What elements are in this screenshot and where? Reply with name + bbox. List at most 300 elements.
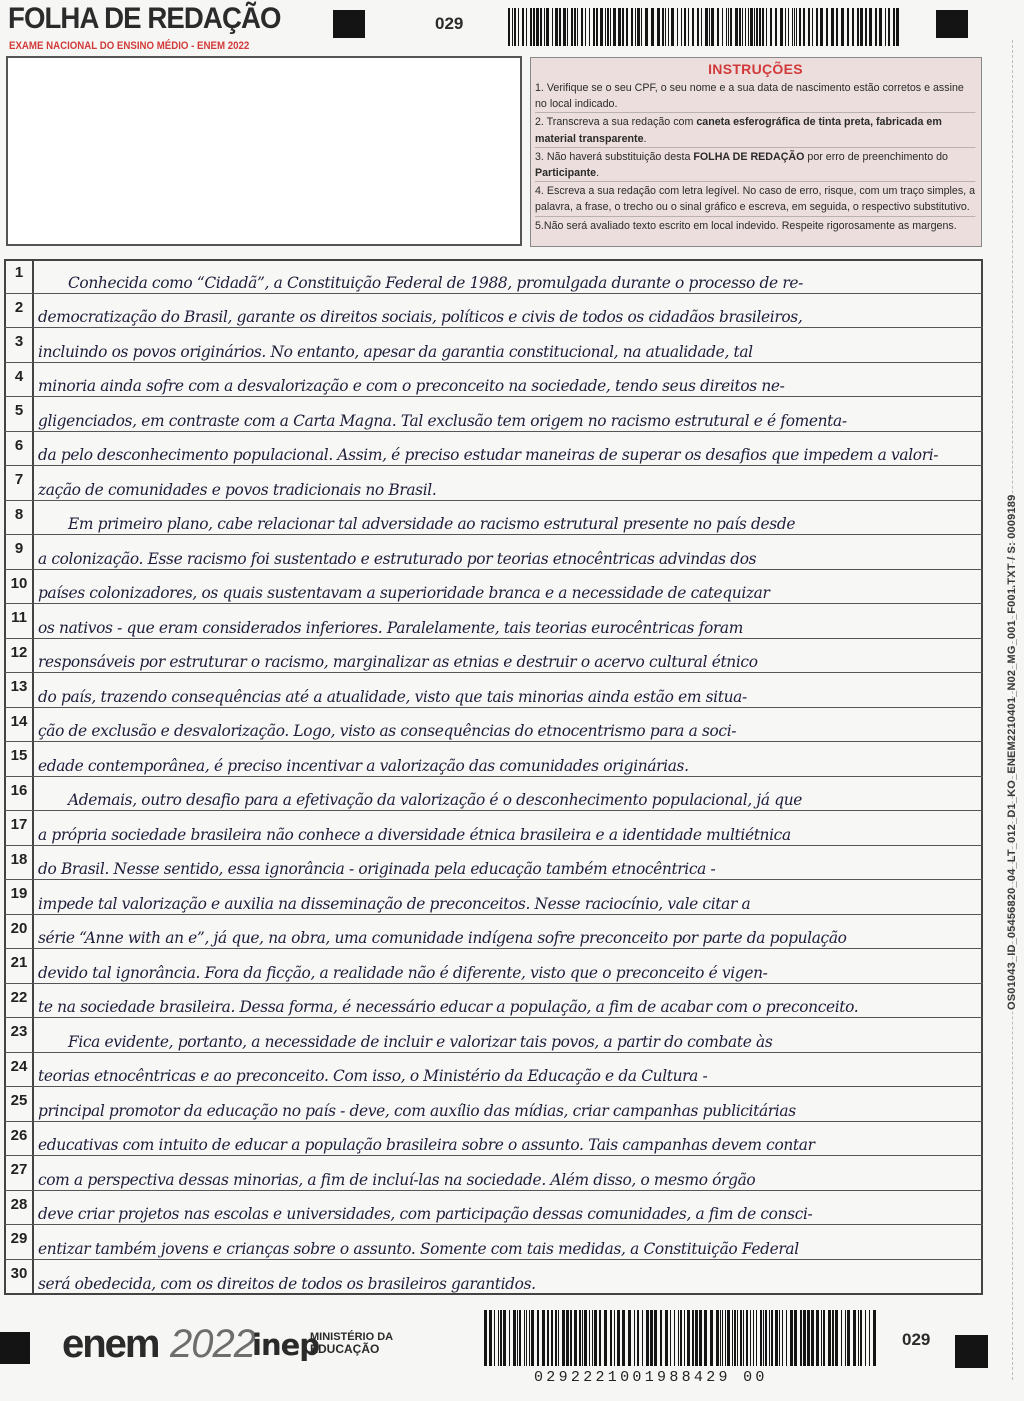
essay-line	[4, 328, 983, 363]
line-number: 10	[10, 574, 28, 592]
handwritten-line-text: Ademais, outro desafio para a efetivação da valorização é o desconhecimento populacional, já que	[68, 791, 803, 809]
line-number: 26	[10, 1126, 28, 1144]
barcode-bar	[509, 1310, 510, 1366]
sheet-number-bottom: 029	[902, 1330, 931, 1349]
barcode-bar	[873, 1310, 876, 1366]
sheet-title: FOLHA DE REDAÇÃO	[8, 2, 281, 35]
barcode-bar	[500, 1310, 502, 1366]
handwritten-line-text: gligenciados, em contraste com a Carta Magna. Tal exclusão tem origem no racismo estrutural e é fomenta-	[38, 411, 847, 430]
barcode-bar	[512, 8, 513, 46]
barcode-bar	[769, 1310, 770, 1366]
barcode-bar	[727, 1310, 730, 1366]
barcode-bar	[684, 8, 686, 46]
handwritten-line-text: devido tal ignorância. Fora da ficção, a realidade não é diferente, visto que o preconceito é vigen-	[38, 963, 768, 982]
instruction-item	[535, 112, 976, 146]
line-number: 23	[10, 1023, 28, 1040]
sheet-number-top: 029	[435, 14, 464, 33]
barcode-bar	[737, 1310, 738, 1366]
essay-line	[4, 570, 983, 605]
handwritten-line-text: série “Anne with an e”, já que, na obra, uma comunidade indígena sofre preconceito por parte da população	[38, 929, 847, 947]
barcode-bar	[574, 1310, 577, 1366]
barcode-bar	[704, 1310, 707, 1366]
handwritten-line-text: responsáveis por estruturar o racismo, marginalizar as etnias e destruir o acervo cultural étnico	[38, 653, 758, 671]
barcode-bar	[489, 1310, 492, 1366]
barcode-bar	[596, 8, 598, 46]
handwritten-line-text: teorias etnocêntricas e ao preconceito. Com isso, o Ministério da Educação e da Cultura -	[38, 1067, 708, 1085]
barcode-bar	[885, 8, 886, 46]
barcode-bar	[792, 8, 793, 46]
line-number: 12	[10, 643, 28, 661]
exam-subtitle: EXAME NACIONAL DO ENSINO MÉDIO - ENEM 2022	[9, 40, 250, 52]
line-number: 1	[14, 264, 24, 281]
instruction-bold-text: FOLHA DE REDAÇÃO	[693, 150, 805, 163]
barcode-bar	[562, 1310, 565, 1366]
barcode-bar	[665, 8, 666, 46]
essay-line	[4, 1018, 983, 1053]
essay-line	[4, 466, 983, 501]
barcode-bar	[760, 1310, 762, 1366]
timing-mark-top-left	[333, 10, 365, 38]
barcode-bar	[766, 8, 767, 46]
barcode-bar	[687, 1310, 690, 1366]
essay-line	[4, 259, 983, 294]
barcode-bar	[618, 8, 621, 46]
essay-line	[4, 915, 983, 950]
barcode-bar	[635, 8, 636, 46]
barcode-bar	[526, 8, 527, 46]
barcode-bar	[613, 8, 616, 46]
barcode-bar	[785, 8, 786, 46]
barcode-bar	[631, 8, 633, 46]
handwritten-line-text: entizar também jovens e crianças sobre o assunto. Somente com tais medidas, a Constituição Federal	[38, 1239, 799, 1258]
barcode-bar	[614, 1310, 615, 1366]
barcode-bar	[697, 8, 699, 46]
essay-line	[4, 846, 983, 881]
line-number: 8	[14, 505, 24, 523]
barcode-bar	[857, 8, 859, 46]
barcode-bar	[875, 8, 877, 46]
barcode-bar	[786, 1310, 787, 1366]
redacted-identification	[14, 64, 514, 238]
handwritten-line-text: países colonizadores, os quais sustentavam a superioridade branca e a necessidade de catequizar	[38, 584, 770, 602]
barcode-bar	[893, 8, 895, 46]
barcode-bar	[716, 1310, 719, 1366]
barcode-bar	[853, 1310, 856, 1366]
line-number: 21	[10, 954, 28, 971]
barcode-bar	[559, 8, 561, 46]
barcode-bar	[628, 1310, 631, 1366]
identification-box	[6, 56, 522, 246]
barcode-bar	[780, 8, 783, 46]
barcode-bar	[828, 1310, 831, 1366]
line-number: 14	[10, 712, 28, 730]
barcode-bar	[678, 1310, 679, 1366]
barcode-bar	[762, 8, 764, 46]
barcode-bar	[514, 8, 516, 46]
barcode-bar	[558, 1310, 559, 1366]
barcode-bar	[670, 1310, 671, 1366]
barcode-bar	[665, 1310, 668, 1366]
barcode-bar	[641, 8, 642, 46]
barcode-bar	[688, 8, 689, 46]
barcode-bar	[668, 8, 669, 46]
instruction-text: 2. Transcreva a sua redação com	[535, 116, 697, 129]
line-number: 6	[14, 436, 24, 454]
handwritten-line-text: será obedecida, com os direitos de todos os brasileiros garantidos.	[38, 1275, 536, 1293]
essay-line	[4, 880, 983, 915]
barcode-bar	[796, 8, 797, 46]
barcode-bar	[551, 1310, 553, 1366]
barcode-bar	[599, 1310, 601, 1366]
barcode-bar	[746, 1310, 748, 1366]
line-number: 30	[10, 1264, 28, 1282]
instruction-text: .	[643, 132, 647, 145]
barcode-bar	[779, 1310, 780, 1366]
essay-line	[4, 673, 983, 708]
handwritten-line-text: minoria ainda sofre com a desvalorização e com o preconceito na sociedade, tendo seus direitos ne-	[38, 377, 785, 395]
barcode-bar	[705, 8, 708, 46]
barcode-bar	[513, 1310, 516, 1366]
instruction-bold-text: caneta esferográfica de tinta preta, fabricada em material transparente	[535, 116, 942, 145]
line-number: 18	[10, 850, 28, 868]
barcode-bar	[542, 1310, 545, 1366]
handwritten-line-text: da pelo desconhecimento populacional. Assim, é preciso estudar maneiras de superar os desafios que impedem a valori-	[38, 446, 939, 464]
barcode-bar	[571, 8, 573, 46]
instruction-text: 3. Não haverá substituição desta	[535, 150, 694, 163]
barcode-bar	[742, 8, 743, 46]
handwritten-line-text: Conhecida como “Cidadã”, a Constituição Federal de 1988, promulgada durante o processo de re-	[68, 273, 803, 292]
instruction-item	[535, 181, 976, 215]
handwritten-line-text: impede tal valorização e auxilia na disseminação de preconceitos. Nesse raciocínio, vale citar a	[38, 894, 751, 913]
barcode-bar	[811, 1310, 814, 1366]
handwritten-line-text: incluindo os povos originários. No entanto, apesar da garantia constitucional, na atualidade, tal	[38, 342, 753, 361]
barcode-bar	[607, 8, 609, 46]
ministry-line: EDUCAÇÃO	[310, 1342, 380, 1356]
barcode-bar	[546, 8, 549, 46]
barcode-bar	[753, 1310, 754, 1366]
essay-line	[4, 949, 983, 984]
barcode-bar	[536, 8, 539, 46]
barcode-bar	[650, 1310, 653, 1366]
essay-line	[4, 1225, 983, 1260]
handwritten-line-text: deve criar projetos nas escolas e universidades, com participação dessas comunidades, a fim de consci-	[38, 1205, 813, 1223]
essay-line	[4, 294, 983, 329]
barcode-bar	[841, 1310, 842, 1366]
essay-line	[4, 501, 983, 536]
barcode-bar	[748, 8, 749, 46]
barcode-bar	[832, 1310, 834, 1366]
essay-line	[4, 639, 983, 674]
barcode-digits: 0292221001988429 00	[534, 1369, 768, 1386]
instruction-item	[535, 79, 976, 112]
barcode-bar	[756, 1310, 757, 1366]
handwritten-line-text: Fica evidente, portanto, a necessidade de incluir e valorizar tais povos, a partir do combate às	[68, 1032, 773, 1051]
barcode-bar	[574, 8, 576, 46]
barcode-bar	[555, 8, 558, 46]
barcode-bar	[836, 8, 838, 46]
barcode-bar	[740, 1310, 742, 1366]
barcode-bar	[533, 8, 535, 46]
barcode-bar	[782, 1310, 783, 1366]
timing-mark-bottom-left	[0, 1332, 30, 1364]
barcode-bar	[847, 8, 849, 46]
line-number: 20	[10, 919, 28, 937]
barcode-bar	[540, 8, 542, 46]
barcode-bar	[555, 1310, 557, 1366]
handwritten-line-text: zação de comunidades e povos tradicionais no Brasil.	[38, 480, 437, 499]
barcode-bar	[494, 1310, 495, 1366]
barcode-bar	[677, 8, 678, 46]
barcode-bar	[610, 1310, 612, 1366]
barcode-bar	[604, 1310, 607, 1366]
barcode-bar	[518, 8, 519, 46]
instruction-text: 4. Escreva a sua redação com letra legível. No caso de erro, risque, com um traço simples, a palavra, a frase, o trecho ou o sinal gráfico e escreva, em seguida, o respectivo substitutivo.	[535, 185, 976, 214]
line-number: 17	[10, 816, 28, 833]
barcode-bar	[622, 8, 624, 46]
barcode-bar	[745, 8, 746, 46]
essay-line	[4, 1053, 983, 1088]
barcode-bar	[594, 1310, 597, 1366]
line-number: 7	[14, 471, 24, 488]
barcode-bar	[710, 1310, 713, 1366]
barcode-bar	[508, 8, 510, 46]
barcode-bar	[845, 1310, 846, 1366]
barcode-bar	[869, 8, 872, 46]
barcode-bar	[692, 8, 694, 46]
barcode-bar	[570, 1310, 572, 1366]
barcode-bar	[879, 8, 882, 46]
handwritten-line-text: do país, trazendo consequências até a atualidade, visto que tais minorias ainda estão em situa-	[38, 687, 747, 706]
barcode-bar	[709, 8, 710, 46]
barcode-bar	[589, 1310, 590, 1366]
barcode-bar	[566, 1310, 569, 1366]
timing-mark-bottom-right	[955, 1335, 988, 1368]
barcode-bar	[860, 1310, 862, 1366]
barcode-bar	[524, 1310, 525, 1366]
barcode-bar	[888, 8, 890, 46]
barcode-bar	[775, 8, 777, 46]
barcode-bar	[775, 1310, 778, 1366]
barcode-bar	[730, 8, 732, 46]
barcode-bar	[732, 1310, 733, 1366]
barcode-bar	[585, 8, 586, 46]
barcode-bar	[552, 8, 553, 46]
barcode-bar	[803, 8, 805, 46]
line-number: 25	[10, 1092, 28, 1109]
barcode-bar	[600, 8, 603, 46]
handwritten-line-text: educativas com intuito de educar a população brasileira sobre o assunto. Tais campanhas devem contar	[38, 1136, 815, 1154]
barcode-bar	[847, 1310, 850, 1366]
barcode-bar	[765, 1310, 767, 1366]
line-number: 19	[10, 885, 28, 902]
barcode-bar	[841, 8, 844, 46]
barcode-bar	[820, 8, 823, 46]
barcode-bar	[484, 1310, 487, 1366]
line-number: 13	[10, 678, 28, 695]
barcode-bar	[522, 8, 524, 46]
barcode-bar	[692, 1310, 694, 1366]
barcode-bar	[634, 1310, 635, 1366]
handwritten-line-text: democratização do Brasil, garante os direitos sociais, políticos e civis de todos os cidadãos brasileiros,	[38, 308, 803, 326]
handwritten-line-text: ção de exclusão e desvalorização. Logo, visto as consequências do etnocentrismo para a soci-	[38, 722, 737, 740]
barcode-bar	[577, 8, 578, 46]
line-number: 27	[10, 1161, 28, 1178]
enem-logo: enem	[62, 1322, 159, 1366]
barcode-bar	[646, 1310, 649, 1366]
barcode-bar	[674, 1310, 675, 1366]
barcode-bar	[503, 1310, 506, 1366]
barcode-bar	[684, 1310, 685, 1366]
barcode-bar	[589, 8, 590, 46]
barcode-bar	[547, 1310, 549, 1366]
barcode-bar	[816, 1310, 819, 1366]
handwritten-line-text: principal promotor da educação no país - deve, com auxílio das mídias, criar campanhas publicitárias	[38, 1101, 796, 1120]
barcode-bottom	[484, 1310, 892, 1366]
barcode-bar	[722, 1310, 723, 1366]
line-number: 3	[14, 333, 24, 350]
barcode-bar	[743, 1310, 744, 1366]
barcode-bar	[821, 1310, 822, 1366]
barcode-bar	[722, 8, 723, 46]
barcode-bar	[750, 8, 753, 46]
barcode-bar	[826, 8, 828, 46]
barcode-bar	[858, 1310, 859, 1366]
barcode-bar	[605, 8, 606, 46]
inep-logo: inep	[252, 1328, 320, 1362]
timing-mark-top-right	[936, 10, 968, 38]
barcode-bar	[726, 8, 727, 46]
essay-line	[4, 742, 983, 777]
instruction-item	[535, 147, 976, 181]
line-number: 28	[10, 1195, 28, 1213]
barcode-bar	[637, 1310, 639, 1366]
instruction-text: por erro de preenchimento do	[804, 150, 948, 163]
line-number: 29	[10, 1230, 28, 1247]
barcode-bar	[626, 8, 628, 46]
barcode-bar	[617, 1310, 620, 1366]
barcode-bar	[651, 8, 654, 46]
barcode-bar	[770, 8, 772, 46]
instructions-title: INSTRUÇÕES	[708, 61, 803, 77]
barcode-bar	[763, 1310, 764, 1366]
barcode-bar	[622, 1310, 625, 1366]
barcode-bar	[800, 1310, 802, 1366]
barcode-bar	[711, 8, 714, 46]
line-number: 2	[14, 298, 24, 316]
barcode-bar	[812, 8, 813, 46]
line-number: 11	[11, 609, 27, 626]
barcode-bar	[717, 8, 719, 46]
line-number: 22	[10, 988, 28, 1006]
side-control-code: OS01043_ID_05456820_04_LT_012_D1_KO_ENEM2210401_N02_MG_001_F001.TXT / S: 0009189	[1006, 494, 1018, 1010]
barcode-top	[508, 8, 918, 46]
barcode-bar	[771, 1310, 773, 1366]
enem-year-logo: 2022	[170, 1322, 255, 1366]
barcode-bar	[645, 8, 648, 46]
barcode-bar	[654, 1310, 657, 1366]
barcode-bar	[799, 8, 801, 46]
instruction-text: 5.Não será avaliado texto escrito em local indevido. Respeite rigorosamente as margens.	[535, 219, 957, 232]
instruction-text: 1. Verifique se o seu CPF, o seu nome e a sua data de nascimento estão corretos e assine no local indicado.	[535, 82, 964, 111]
barcode-bar	[728, 8, 729, 46]
handwritten-line-text: com a perspectiva dessas minorias, a fim de incluí-las na sociedade. Além disso, o mesmo órgão	[38, 1170, 756, 1189]
instruction-text: .	[596, 167, 600, 180]
barcode-bar	[584, 1310, 587, 1366]
line-number: 9	[14, 540, 24, 557]
barcode-bar	[695, 1310, 698, 1366]
barcode-bar	[807, 1310, 810, 1366]
essay-line	[4, 811, 983, 846]
ministry-line: MINISTÉRIO DA	[310, 1331, 394, 1343]
barcode-bar	[544, 8, 545, 46]
line-number: 5	[14, 402, 24, 419]
barcode-bar	[579, 1310, 581, 1366]
essay-line	[4, 363, 983, 398]
essay-line	[4, 604, 983, 639]
barcode-bar	[735, 8, 738, 46]
barcode-bar	[530, 8, 532, 46]
barcode-bar	[725, 1310, 726, 1366]
barcode-bar	[637, 8, 640, 46]
instruction-item	[535, 216, 976, 234]
barcode-bar	[642, 1310, 643, 1366]
barcode-bar	[498, 1310, 499, 1366]
barcode-bar	[739, 8, 741, 46]
barcode-bar	[529, 1310, 530, 1366]
essay-line	[4, 1122, 983, 1157]
handwritten-line-text: a colonização. Esse racismo foi sustentado e estruturado por teorias etnocêntricas advindas dos	[38, 549, 757, 568]
barcode-bar	[803, 1310, 806, 1366]
barcode-bar	[754, 8, 755, 46]
barcode-bar	[593, 8, 595, 46]
essay-line	[4, 397, 983, 432]
barcode-bar	[563, 8, 566, 46]
barcode-bar	[582, 1310, 583, 1366]
barcode-bar	[681, 8, 682, 46]
barcode-bar	[816, 8, 818, 46]
essay-line	[4, 984, 983, 1019]
essay-line	[4, 777, 983, 812]
barcode-bar	[756, 8, 758, 46]
handwritten-line-text: Em primeiro plano, cabe relacionar tal adversidade ao racismo estrutural presente no país desde	[68, 515, 796, 533]
barcode-bar	[526, 1310, 527, 1366]
line-number: 4	[14, 367, 24, 385]
barcode-bar	[794, 1310, 797, 1366]
barcode-bar	[671, 8, 674, 46]
line-number: 24	[10, 1057, 28, 1075]
barcode-bar	[701, 8, 702, 46]
barcode-bar	[869, 1310, 870, 1366]
barcode-bar	[519, 1310, 521, 1366]
essay-line	[4, 535, 983, 570]
barcode-bar	[657, 8, 660, 46]
barcode-bar	[831, 8, 834, 46]
essay-line	[4, 1260, 983, 1295]
line-number: 15	[10, 747, 28, 764]
barcode-bar	[660, 1310, 662, 1366]
instructions-box	[530, 57, 982, 247]
barcode-bar	[581, 8, 583, 46]
line-number: 16	[10, 781, 28, 799]
barcode-bar	[860, 8, 863, 46]
barcode-bar	[896, 8, 899, 46]
barcode-bar	[808, 8, 810, 46]
barcode-bar	[680, 1310, 682, 1366]
barcode-bar	[788, 8, 789, 46]
essay-line	[4, 1156, 983, 1191]
handwritten-line-text: edade contemporânea, é preciso incentivar a valorização das comunidades originárias.	[38, 756, 689, 775]
essay-line	[4, 708, 983, 743]
